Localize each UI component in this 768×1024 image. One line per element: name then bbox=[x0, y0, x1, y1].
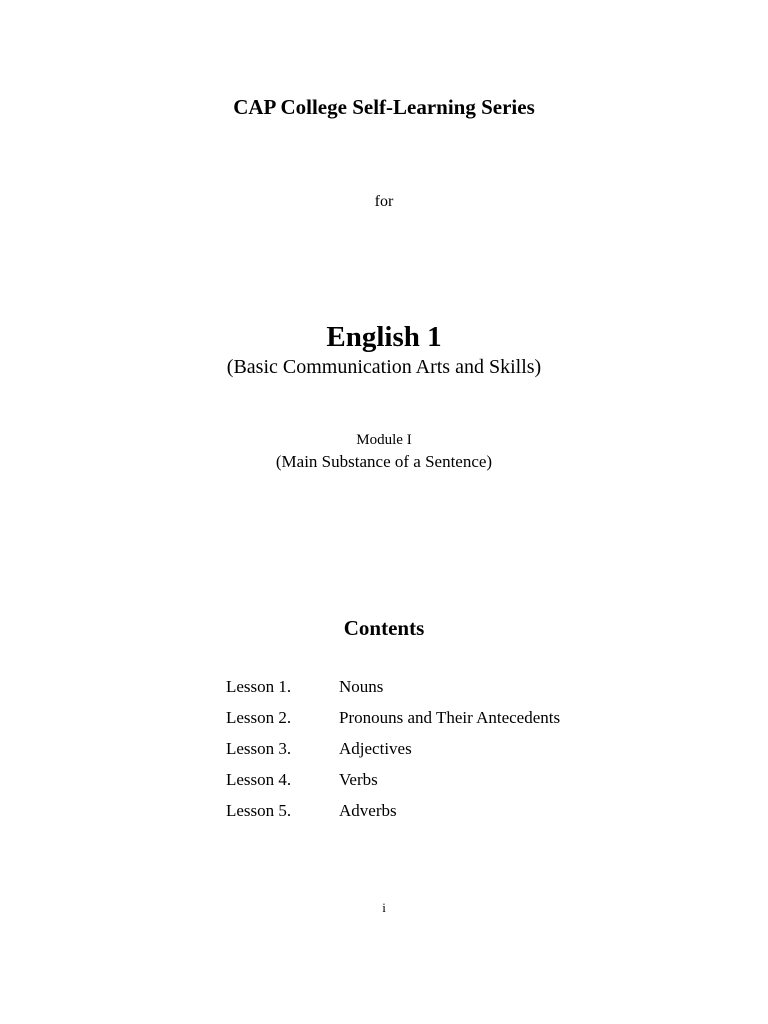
series-title: CAP College Self-Learning Series bbox=[233, 95, 535, 119]
lesson-title: Nouns bbox=[339, 677, 384, 696]
module-subtitle: (Main Substance of a Sentence) bbox=[275, 452, 493, 471]
page-number: i bbox=[382, 900, 386, 915]
course-title: English 1 bbox=[326, 321, 442, 353]
module-label: Module I bbox=[356, 432, 412, 448]
list-item bbox=[226, 676, 646, 707]
list-item bbox=[226, 738, 646, 769]
lesson-title: Pronouns and Their Antecedents bbox=[339, 708, 561, 727]
lesson-title: Adjectives bbox=[339, 739, 412, 758]
contents-list bbox=[226, 676, 646, 831]
lesson-number: Lesson 3. bbox=[226, 739, 292, 758]
list-item bbox=[226, 800, 646, 831]
contents-heading: Contents bbox=[343, 616, 425, 640]
list-item bbox=[226, 769, 646, 800]
lesson-title: Verbs bbox=[339, 770, 378, 789]
for-text: for bbox=[374, 193, 394, 210]
lesson-number: Lesson 4. bbox=[226, 770, 292, 789]
lesson-number: Lesson 2. bbox=[226, 708, 292, 727]
lesson-number: Lesson 5. bbox=[226, 801, 292, 820]
course-subtitle: (Basic Communication Arts and Skills) bbox=[226, 356, 542, 378]
lesson-title: Adverbs bbox=[339, 801, 397, 820]
lesson-number: Lesson 1. bbox=[226, 677, 292, 696]
list-item bbox=[226, 707, 646, 738]
